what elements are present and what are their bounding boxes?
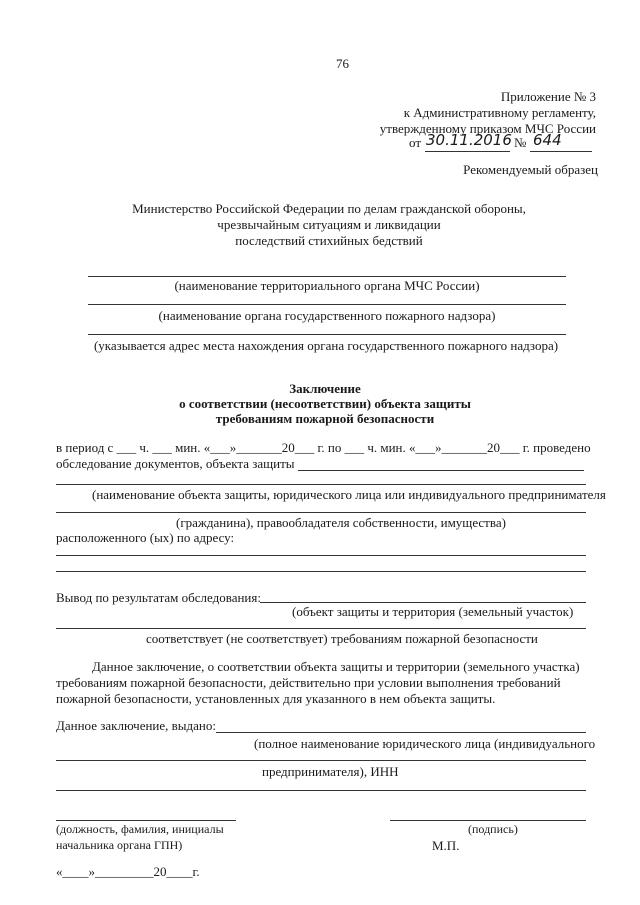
territorial-body-field — [88, 276, 566, 277]
legal-entity-caption: (полное наименование юридического лица (индивидуального — [254, 736, 596, 751]
territorial-body-caption: (наименование территориального органа МЧС России) — [174, 278, 480, 293]
signature-date-line: «____»_________20____г. — [56, 864, 200, 879]
compliance-caption: соответствует (не соответствует) требованиям пожарной безопасности — [146, 631, 538, 646]
appendix-order: утвержденному приказом МЧС России — [379, 121, 596, 136]
issued-to-label: Данное заключение, выдано: — [56, 718, 216, 733]
citizen-caption: (гражданина), правообладателя собственности, имущества) — [176, 515, 506, 530]
object-caption: (наименование объекта защиты, юридического лица или индивидуального предпринимателя — [92, 487, 606, 502]
fire-supervision-body-caption: (наименование органа государственного пожарного надзора) — [158, 308, 496, 323]
validity-paragraph-line-3: пожарной безопасности, установленных для указанного в нем объекта защиты. — [56, 691, 496, 706]
seal-label: М.П. — [432, 838, 460, 853]
handwritten-date: 30.11.2016 — [426, 131, 512, 149]
ministry-line-1: Министерство Российской Федерации по делам гражданской обороны, — [132, 201, 526, 216]
handwritten-order-number: 644 — [533, 131, 562, 149]
fire-supervision-body-field — [88, 304, 566, 305]
address-field — [88, 334, 566, 335]
inn-field — [56, 790, 586, 791]
order-number-underline — [530, 151, 592, 152]
document-title-line-3: требованиям пожарной безопасности — [215, 411, 435, 426]
conclusion-label: Вывод по результатам обследования: — [56, 590, 261, 605]
position-field — [56, 820, 236, 821]
object-name-field — [56, 484, 586, 485]
ministry-line-3: последствий стихийных бедствий — [235, 233, 423, 248]
legal-entity-field — [56, 760, 586, 761]
ministry-line-2: чрезвычайным ситуациям и ликвидации — [217, 217, 441, 232]
document-title: Заключение — [289, 381, 361, 396]
position-caption-line-2: начальника органа ГПН) — [56, 838, 183, 852]
period-line: в период с ___ ч. ___ мин. «___»_______20___ г. по ___ ч. мин. «___»_______20___ г. проведено — [56, 440, 591, 455]
position-caption-line-1: (должность, фамилия, инициалы — [56, 822, 224, 836]
address-line-1 — [56, 555, 586, 556]
validity-paragraph-line-2: требованиям пожарной безопасности, действительно при условии выполнения требований — [56, 675, 561, 690]
validity-paragraph-line-1: Данное заключение, о соответствии объекта защиты и территории (земельного участка) — [92, 659, 580, 674]
compliance-field — [56, 628, 586, 629]
signature-caption: (подпись) — [468, 822, 518, 836]
address-line-2 — [56, 571, 586, 572]
survey-line: обследование документов, объекта защиты — [56, 456, 295, 471]
entrepreneur-caption: предпринимателя), ИНН — [262, 764, 399, 779]
located-at-label: расположенного (ых) по адресу: — [56, 530, 235, 545]
date-underline — [425, 151, 510, 152]
appendix-number-label: № — [514, 135, 527, 150]
appendix-regulation: к Административному регламенту, — [403, 105, 596, 120]
conclusion-field — [260, 602, 586, 603]
appendix-from-label: от — [409, 135, 422, 150]
issued-to-field — [216, 732, 586, 733]
address-caption: (указывается адрес места нахождения органа государственного пожарного надзора) — [93, 338, 559, 353]
page-number: 76 — [336, 56, 349, 71]
territory-caption: (объект защиты и территория (земельный участок) — [292, 604, 574, 619]
signature-field — [390, 820, 586, 821]
recommended-sample: Рекомендуемый образец — [463, 162, 598, 177]
document-title-line-2: о соответствии (несоответствии) объекта защиты — [179, 396, 471, 411]
survey-object-field — [298, 470, 584, 471]
citizen-field — [56, 512, 586, 513]
appendix-number: Приложение № 3 — [500, 89, 596, 104]
